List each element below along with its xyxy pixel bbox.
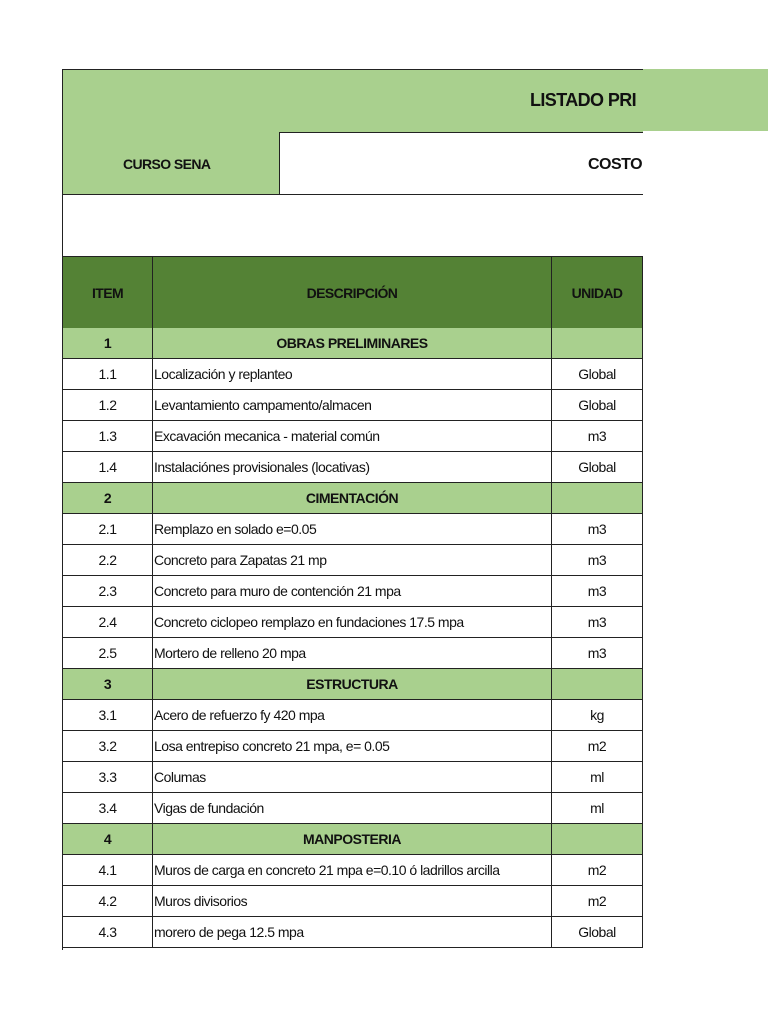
cell-unit — [552, 669, 643, 699]
table-row — [63, 514, 643, 545]
cell-unit: Global — [552, 390, 643, 420]
cell-item: 4.1 — [63, 855, 153, 885]
section-row — [63, 483, 643, 514]
table-row — [63, 793, 643, 824]
cell-item: 3.4 — [63, 793, 153, 823]
cell-description: Instalaciónes provisionales (locativas) — [153, 452, 552, 482]
cell-item: 2.3 — [63, 576, 153, 606]
cell-item: 3.2 — [63, 731, 153, 761]
blank-row — [63, 195, 643, 256]
cell-unit: kg — [552, 700, 643, 730]
cell-item: 2.2 — [63, 545, 153, 575]
section-row — [63, 669, 643, 700]
table-row — [63, 607, 643, 638]
cell-unit: m3 — [552, 421, 643, 451]
section-row — [63, 824, 643, 855]
cell-description: ESTRUCTURA — [153, 669, 552, 699]
cell-description: Vigas de fundación — [153, 793, 552, 823]
cell-item: 2.1 — [63, 514, 153, 544]
cell-item: 2.4 — [63, 607, 153, 637]
table-row — [63, 917, 643, 948]
cell-description: Concreto para Zapatas 21 mp — [153, 545, 552, 575]
course-label: CURSO SENA — [123, 156, 211, 172]
table-row — [63, 855, 643, 886]
cell-unit: m2 — [552, 886, 643, 916]
table-row — [63, 731, 643, 762]
cell-item: 4 — [63, 824, 153, 854]
header-description: DESCRIPCIÓN — [153, 257, 552, 328]
cell-item: 4.2 — [63, 886, 153, 916]
cell-unit: m3 — [552, 607, 643, 637]
cell-unit — [552, 483, 643, 513]
cell-description: Levantamiento campamento/almacen — [153, 390, 552, 420]
table-row — [63, 886, 643, 917]
table-body — [63, 328, 643, 948]
cell-description: Losa entrepiso concreto 21 mpa, e= 0.05 — [153, 731, 552, 761]
section-row — [63, 328, 643, 359]
cell-unit: m3 — [552, 576, 643, 606]
cell-description: Columas — [153, 762, 552, 792]
cell-description: Concreto ciclopeo remplazo en fundaciones 17.5 mpa — [153, 607, 552, 637]
cell-item: 4.3 — [63, 917, 153, 947]
cell-unit: m3 — [552, 638, 643, 668]
cell-item: 3.1 — [63, 700, 153, 730]
table-row — [63, 359, 643, 390]
cell-unit: m2 — [552, 731, 643, 761]
cell-unit — [552, 328, 643, 358]
cell-description: CIMENTACIÓN — [153, 483, 552, 513]
table-row — [63, 700, 643, 731]
cell-description: MANPOSTERIA — [153, 824, 552, 854]
table-row — [63, 452, 643, 483]
cell-unit: Global — [552, 359, 643, 389]
cell-description: Mortero de relleno 20 mpa — [153, 638, 552, 668]
cell-description: Localización y replanteo — [153, 359, 552, 389]
table-row — [63, 576, 643, 607]
cell-unit: Global — [552, 917, 643, 947]
cell-unit: m2 — [552, 855, 643, 885]
table-row — [63, 638, 643, 669]
cell-description: Muros divisorios — [153, 886, 552, 916]
cost-label: COSTO — [588, 156, 643, 173]
cell-item: 3 — [63, 669, 153, 699]
title-banner-overflow — [642, 69, 768, 131]
table-row — [63, 762, 643, 793]
header-unit: UNIDAD — [552, 257, 643, 328]
spreadsheet — [62, 69, 643, 950]
header-item: ITEM — [63, 257, 153, 328]
cell-item: 2 — [63, 483, 153, 513]
cell-item: 1.3 — [63, 421, 153, 451]
column-header-row — [63, 256, 643, 329]
cell-item: 3.3 — [63, 762, 153, 792]
cell-unit: ml — [552, 793, 643, 823]
cell-unit: m3 — [552, 514, 643, 544]
sheet-title: LISTADO PRI — [530, 90, 637, 110]
cell-description: Excavación mecanica - material común — [153, 421, 552, 451]
cell-unit: m3 — [552, 545, 643, 575]
cell-description: Concreto para muro de contención 21 mpa — [153, 576, 552, 606]
subheader-row — [63, 132, 643, 195]
cell-description: Remplazo en solado e=0.05 — [153, 514, 552, 544]
table-row — [63, 421, 643, 452]
cell-description: Muros de carga en concreto 21 mpa e=0.10 ó ladrillos arcilla — [153, 855, 552, 885]
table-row — [63, 390, 643, 421]
cell-item: 1.4 — [63, 452, 153, 482]
cell-description: Acero de refuerzo fy 420 mpa — [153, 700, 552, 730]
cell-item: 2.5 — [63, 638, 153, 668]
cell-item: 1.2 — [63, 390, 153, 420]
course-cell — [63, 132, 280, 194]
cell-unit — [552, 824, 643, 854]
title-row — [63, 70, 643, 133]
cell-unit: Global — [552, 452, 643, 482]
cell-item: 1.1 — [63, 359, 153, 389]
cell-description: morero de pega 12.5 mpa — [153, 917, 552, 947]
cell-description: OBRAS PRELIMINARES — [153, 328, 552, 358]
cell-item: 1 — [63, 328, 153, 358]
table-row — [63, 545, 643, 576]
cell-unit: ml — [552, 762, 643, 792]
